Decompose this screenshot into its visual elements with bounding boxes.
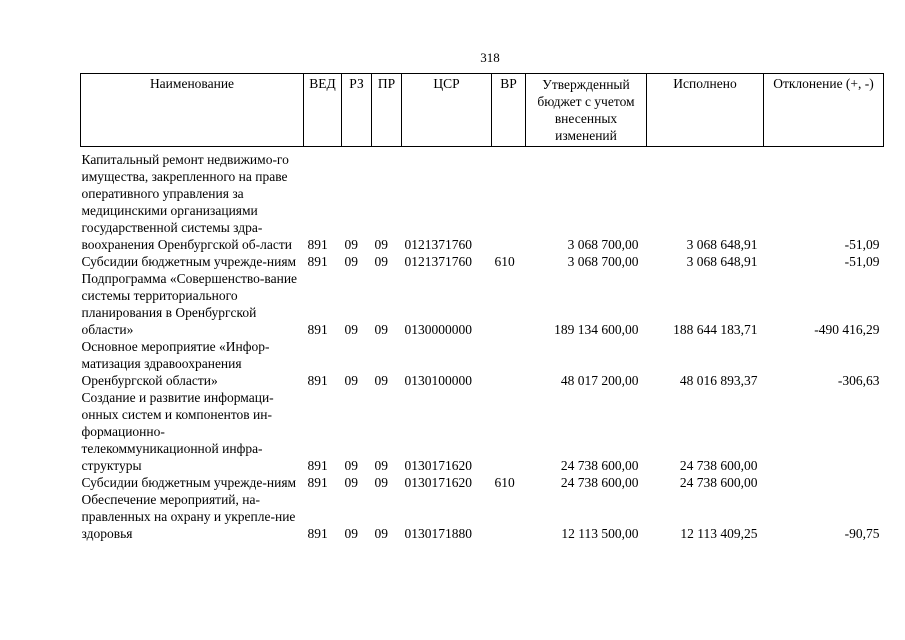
row-done: 24 738 600,00	[679, 475, 758, 490]
row-rz: 09	[344, 254, 358, 269]
row-ved: 891	[307, 458, 328, 473]
row-pr: 09	[374, 373, 388, 388]
row-done: 188 644 183,71	[673, 322, 758, 337]
header-deviation: Отклонение (+, -)	[764, 74, 884, 147]
table-row	[81, 491, 884, 542]
row-name: Создание и развитие информаци-онных систем и компонентов ин-формационно-телекоммуникационной инфра-структуры	[81, 390, 274, 473]
table-row	[81, 270, 884, 338]
row-pr: 09	[374, 254, 388, 269]
row-done: 24 738 600,00	[679, 458, 758, 473]
row-vr	[492, 147, 526, 254]
row-deviation: -90,75	[844, 526, 880, 541]
header-rz: РЗ	[342, 74, 372, 147]
row-pr: 09	[374, 237, 388, 252]
row-rz: 09	[344, 526, 358, 541]
table-row	[81, 389, 884, 474]
row-budget: 24 738 600,00	[560, 458, 639, 473]
header-ved: ВЕД	[304, 74, 342, 147]
budget-table	[80, 73, 884, 542]
row-ved: 891	[307, 373, 328, 388]
row-name: Субсидии бюджетным учрежде-ниям	[81, 254, 297, 269]
row-budget: 12 113 500,00	[561, 526, 639, 541]
row-rz: 09	[344, 237, 358, 252]
row-ved: 891	[307, 237, 328, 252]
row-rz: 09	[344, 475, 358, 490]
row-rz: 09	[344, 458, 358, 473]
row-ved: 891	[307, 254, 328, 269]
table-row	[81, 253, 884, 270]
row-pr: 09	[374, 458, 388, 473]
row-done: 3 068 648,91	[686, 237, 758, 252]
row-pr: 09	[374, 475, 388, 490]
row-name: Капитальный ремонт недвижимо-го имущества, закрепленного на праве оперативного управления за медицинскими организациями государственной системы здра-воохранения Оренбургской об-ласти	[81, 152, 292, 252]
header-csr: ЦСР	[402, 74, 492, 147]
row-deviation: -51,09	[844, 254, 880, 269]
row-deviation: -51,09	[844, 237, 880, 252]
table-row	[81, 147, 884, 254]
header-done: Исполнено	[647, 74, 764, 147]
row-name: Основное мероприятие «Инфор-матизация здравоохранения Оренбургской области»	[81, 339, 270, 388]
row-deviation: -490 416,29	[814, 322, 880, 337]
row-budget: 24 738 600,00	[560, 475, 639, 490]
row-csr: 0130000000	[404, 322, 472, 337]
row-csr: 0130171620	[404, 475, 472, 490]
table-header-row	[81, 74, 884, 147]
page-number: 318	[480, 50, 500, 65]
row-pr: 09	[374, 526, 388, 541]
row-csr: 0130171880	[404, 526, 472, 541]
header-pr: ПР	[372, 74, 402, 147]
row-budget: 3 068 700,00	[567, 254, 639, 269]
row-csr: 0130100000	[404, 373, 472, 388]
row-ved: 891	[307, 322, 328, 337]
row-vr: 610	[494, 254, 515, 269]
row-vr	[492, 389, 526, 474]
row-csr: 0121371760	[404, 237, 472, 252]
row-pr: 09	[374, 322, 388, 337]
table-row	[81, 474, 884, 491]
row-ved: 891	[307, 526, 328, 541]
row-deviation	[764, 474, 884, 491]
row-csr: 0130171620	[404, 458, 472, 473]
row-rz: 09	[344, 322, 358, 337]
header-vr: ВР	[492, 74, 526, 147]
row-vr: 610	[494, 475, 515, 490]
header-budget: Утвержденный бюджет с учетом внесенных изменений	[526, 74, 647, 147]
row-done: 12 113 409,25	[680, 526, 758, 541]
row-vr	[492, 338, 526, 389]
row-budget: 3 068 700,00	[567, 237, 639, 252]
row-done: 48 016 893,37	[679, 373, 758, 388]
row-vr	[492, 491, 526, 542]
row-ved: 891	[307, 475, 328, 490]
row-name: Обеспечение мероприятий, на-правленных на охрану и укрепле-ние здоровья	[81, 492, 296, 541]
row-deviation	[764, 389, 884, 474]
row-csr: 0121371760	[404, 254, 472, 269]
row-name: Субсидии бюджетным учрежде-ниям	[81, 475, 297, 490]
row-rz: 09	[344, 373, 358, 388]
row-name: Подпрограмма «Совершенство-вание системы территориального планирования в Оренбургской области»	[81, 271, 298, 337]
row-budget: 189 134 600,00	[554, 322, 639, 337]
header-name: Наименование	[81, 74, 304, 147]
row-vr	[492, 270, 526, 338]
row-done: 3 068 648,91	[686, 254, 758, 269]
table-row	[81, 338, 884, 389]
row-deviation: -306,63	[837, 373, 880, 388]
row-budget: 48 017 200,00	[560, 373, 639, 388]
